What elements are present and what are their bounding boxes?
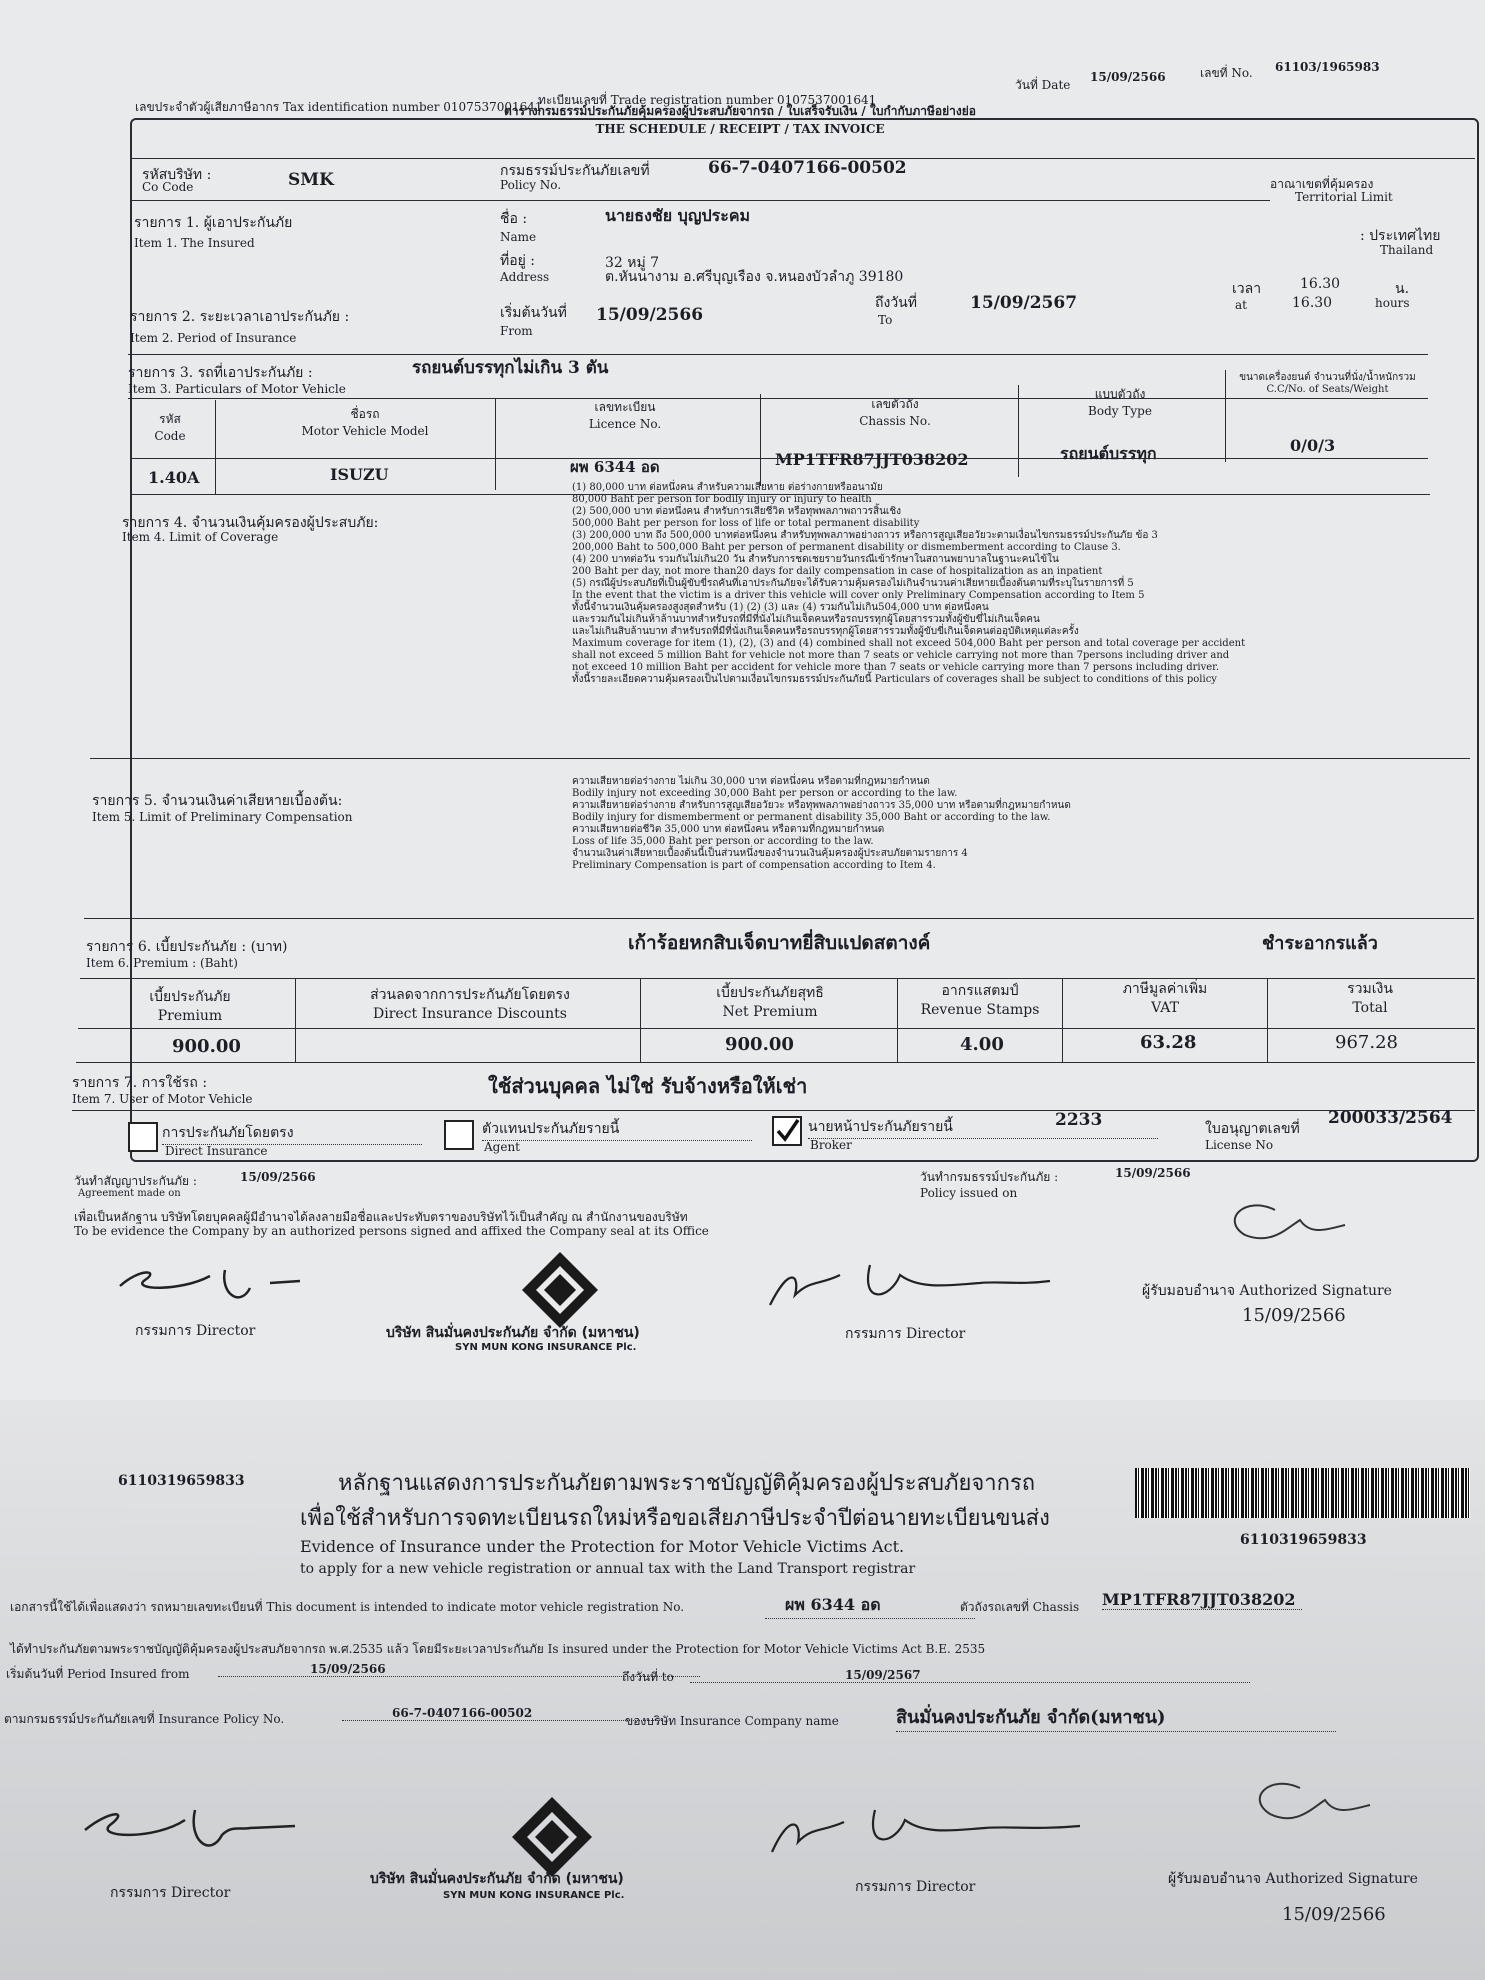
item6-label-en: Item 6. Premium : (Baht) <box>86 956 238 970</box>
item6-label: รายการ 6. เบี้ยประกันภัย : (บาท) <box>86 939 288 955</box>
director-label-2: กรรมการ Director <box>845 1326 966 1342</box>
broker-label-en: Broker <box>810 1138 852 1152</box>
evidence-title-th2: เพื่อใช้สำหรับการจดทะเบียนรถใหม่หรือขอเสียภาษีประจำปีต่อนายทะเบียนขนส่ง <box>300 1506 1050 1531</box>
policy-no-label-en: Policy No. <box>500 178 562 192</box>
stamps-value: 4.00 <box>960 1034 1004 1055</box>
item4-label: รายการ 4. จำนวนเงินคุ้มครองผู้ประสบภัย: <box>122 515 379 531</box>
agent-label: ตัวแทนประกันภัยรายนี้ <box>482 1118 752 1141</box>
direct-label-en: Direct Insurance <box>165 1144 268 1158</box>
item5-label-en: Item 5. Limit of Preliminary Compensation <box>92 810 353 824</box>
period-to: 15/09/2567 <box>970 293 1078 313</box>
evidence-policy-label: ตามกรมธรรม์ประกันภัยเลขที่ Insurance Policy No. <box>4 1712 285 1726</box>
name-label-en: Name <box>500 230 537 244</box>
evidence-registration: ผพ 6344 อด <box>765 1593 975 1619</box>
evidence-to-label: ถึงวันที่ to <box>622 1670 674 1684</box>
broker-label: นายหน้าประกันภัยรายนี้ <box>808 1116 1158 1139</box>
col-net-premium: เบี้ยประกันภัยสุทธิ Net Premium <box>716 985 824 1020</box>
license-label: ใบอนุญาตเลขที่ <box>1205 1121 1300 1137</box>
item5-label: รายการ 5. จำนวนเงินค่าเสียหายเบื้องต้น: <box>92 793 343 809</box>
agreement-date: 15/09/2566 <box>240 1170 316 1184</box>
col-licence: เลขทะเบียน Licence No. <box>588 400 662 431</box>
evidence-chassis-label: ตัวถังรถเลขที่ Chassis <box>960 1600 1080 1614</box>
policy-no: 66-7-0407166-00502 <box>708 158 907 178</box>
authorized-date: 15/09/2566 <box>1242 1305 1346 1326</box>
director-label-3: กรรมการ Director <box>110 1885 231 1901</box>
divider <box>76 1062 1475 1063</box>
divider <box>78 1028 1475 1029</box>
director-label-1: กรรมการ Director <box>135 1323 256 1339</box>
checkmark-icon <box>774 1118 800 1144</box>
director-signature-2 <box>760 1245 1060 1325</box>
name-label: ชื่อ : <box>500 211 528 227</box>
col-chassis: เลขตัวถัง Chassis No. <box>859 397 931 428</box>
divider <box>1018 385 1019 477</box>
tax-id: เลขประจำตัวผู้เสียภาษีอากร Tax identification number 0107537001641 <box>135 100 543 114</box>
title-th: ตารางกรมธรรม์ประกันภัยคุ้มครองผู้ประสบภัยจากรถ / ใบเสร็จรับเงิน / ใบกำกับภาษีอย่างย่อ <box>504 104 976 118</box>
body-type: รถยนต์บรรทุก <box>1060 444 1157 463</box>
item2-label-en: Item 2. Period of Insurance <box>130 331 297 345</box>
coverage-text: (1) 80,000 บาท ต่อหนึ่งคน สำหรับความเสียหาย ต่อร่างกายหรืออนามัย 80,000 Baht per person for bodily injury or injury to health (2) 500,000 บาท ต่อหนึ่งคน สำหรับการเสียชีวิต หรือทุพพลภาพถาวรสิ้นเชิง 500,000 Baht per person for loss of life or total permanent disability (3) 200,000 บาท ถึง 500,000 บาทต่อหนึ่งคน สำหรับทุพพลภาพอย่างถาวร หรือการสูญเสียอวัยวะตามเงื่อนไขกรมธรรม์ประกันภัย ข้อ 3 200,000 Baht to 500,000 Baht per person of permanent disability or dismemberment according to Clause 3. (4) 200 บาทต่อวัน รวมกันไม่เกิน20 วัน สำหรับการชดเชยรายวันกรณีเข้ารักษาในสถานพยาบาลในฐานะคนไข้ใน 200 Baht per day, not more than20 days for daily compensation in case of hospitalization as an inpatient (5) กรณีผู้ประสบภัยที่เป็นผู้ขับขี่รถคันที่เอาประกันภัยจะได้รับความคุ้มครองไม่เกินจำนวนค่าเสียหายเบื้องต้นตามที่ระบุในรายการที่ 5 In the event that the victim is a driver this vehicle will cover only Preliminary Compensation according to Item 5 ทั้งนี้จำนวนเงินคุ้มครองสูงสุดสำหรับ (1) (2) (3) และ (4) รวมกันไม่เกิน504,000 บาท ต่อหนึ่งคน และรวมกันไม่เกินห้าล้านบาทสำหรับรถที่มีที่นั่งไม่เกินเจ็ดคนหรือรถบรรทุกผู้โดยสารรวมทั้งผู้ขับขี่ไม่เกินเจ็ดคน และไม่เกินสิบล้านบาท สำหรับรถที่มีที่นั่งเกินเจ็ดคนหรือรถบรรทุกผู้โดยสารรวมทั้งผู้ขับขี่เกินเจ็ดคนต่ออุบัติเหตุแต่ละครั้ง Maximum coverage for item (1), (2), (3) and (4) combined shall not exceed 504,000 Baht per person and total coverage per accident shall not exceed 5 million Baht for vehicle not more than 7 seats or vehicle carrying not more than 7persons including driver and not exceed 10 million Baht per accident for vehicle more than 7 seats or vehicle carrying more than 7 persons including driver. ทั้งนี้รายละเอียดความคุ้มครองเป็นไปตามเงื่อนไขกรมธรรม์ประกันภัยนี้ Particulars of coverages shall be subject to conditions of this policy <box>572 482 1246 685</box>
divider <box>130 200 1270 201</box>
director-signature-3 <box>70 1790 300 1870</box>
territorial-label-en: Territorial Limit <box>1295 190 1393 204</box>
issued-date: 15/09/2566 <box>1115 1166 1191 1180</box>
time-unit-th: น. <box>1395 281 1410 297</box>
evidence-to: 15/09/2567 <box>690 1668 1250 1683</box>
trade-registration: ทะเบียนเลขที่ Trade registration number 0107537001641 <box>538 93 877 107</box>
item1-label: รายการ 1. ผู้เอาประกันภัย <box>134 215 293 231</box>
divider <box>128 354 1428 355</box>
time-label-en: at <box>1235 298 1247 312</box>
company-name: บริษัท สินมั่นคงประกันภัย จำกัด (มหาชน) <box>386 1325 640 1341</box>
license-no: 200033/2564 <box>1328 1108 1453 1128</box>
evidence-statement-en: To be evidence the Company by an authorized persons signed and affixed the Company seal at its Office <box>74 1224 709 1238</box>
time-value2: 16.30 <box>1292 295 1333 311</box>
territorial-label: อาณาเขตที่คุ้มครอง <box>1270 177 1374 191</box>
item3-label-en: Item 3. Particulars of Motor Vehicle <box>128 382 346 396</box>
no-value: 61103/1965983 <box>1275 60 1380 74</box>
evidence-company-label: ของบริษัท Insurance Company name <box>625 1714 839 1728</box>
to-label-en: To <box>878 313 893 327</box>
col-vat: ภาษีมูลค่าเพิ่ม VAT <box>1122 981 1208 1016</box>
evidence-from: 15/09/2566 <box>218 1662 700 1677</box>
col-code: รหัส Code <box>154 412 186 443</box>
divider <box>215 400 216 495</box>
col-body: แบบตัวถัง Body Type <box>1088 387 1152 418</box>
time-unit-en: hours <box>1375 296 1410 310</box>
vehicle-code: 1.40A <box>148 468 200 487</box>
insured-name: นายธงชัย บุญประคม <box>605 206 751 225</box>
title-en: THE SCHEDULE / RECEIPT / TAX INVOICE <box>595 122 885 136</box>
evidence-statement: เพื่อเป็นหลักฐาน บริษัทโดยบุคคลผู้มีอำนาจได้ลงลายมือชื่อและประทับตราของบริษัทไว้เป็นสำคัญ ณ สำนักงานของบริษัท <box>74 1210 688 1224</box>
from-label: เริ่มต้นวันที่ <box>500 305 567 321</box>
date-value: 15/09/2566 <box>1090 70 1166 84</box>
time-label: เวลา <box>1232 281 1262 297</box>
evidence-title-en1: Evidence of Insurance under the Protection for Motor Vehicle Victims Act. <box>300 1537 905 1556</box>
vat-value: 63.28 <box>1140 1032 1197 1053</box>
date-label: วันที่ Date <box>1015 78 1071 92</box>
evidence-title-th1: หลักฐานแสดงการประกันภัยตามพระราชบัญญัติคุ้มครองผู้ประสบภัยจากรถ <box>338 1471 1036 1496</box>
col-cc: ขนาดเครื่องยนต์ จำนวนที่นั่ง/น้ำหนักรวม C.C/No. of Seats/Weight <box>1239 372 1416 395</box>
issued-label-en: Policy issued on <box>920 1186 1018 1200</box>
evidence-from-label: เริ่มต้นวันที่ Period Insured from <box>6 1667 190 1681</box>
item4-label-en: Item 4. Limit of Coverage <box>122 530 279 544</box>
license-label-en: License No <box>1205 1138 1274 1152</box>
authorized-label: ผู้รับมอบอำนาจ Authorized Signature <box>1142 1283 1392 1299</box>
company-name-2: บริษัท สินมั่นคงประกันภัย จำกัด (มหาชน) <box>370 1871 624 1887</box>
licence-no: ผพ 6344 อด <box>570 458 660 476</box>
authorized-label-2: ผู้รับมอบอำนาจ Authorized Signature <box>1168 1871 1418 1887</box>
period-from: 15/09/2566 <box>596 305 704 325</box>
divider <box>897 978 898 1062</box>
divider <box>295 978 296 1062</box>
co-code-label: รหัสบริษัท : <box>142 167 212 183</box>
evidence-chassis: MP1TFR87JJT038202 <box>1102 1590 1302 1610</box>
broker-code: 2233 <box>1055 1110 1103 1130</box>
vehicle-desc: รถยนต์บรรทุกไม่เกิน 3 ตัน <box>412 358 609 378</box>
address-label-en: Address <box>500 270 550 284</box>
divider <box>80 978 1475 979</box>
address-label: ที่อยู่ : <box>500 253 536 269</box>
agreement-label: วันทำสัญญาประกันภัย : <box>74 1174 197 1188</box>
evidence-title-en2: to apply for a new vehicle registration or annual tax with the Land Transport registrar <box>300 1561 916 1577</box>
net-premium-value: 900.00 <box>725 1034 794 1055</box>
divider <box>495 398 496 490</box>
agreement-label-en: Agreement made on <box>78 1188 181 1199</box>
divider <box>760 394 761 486</box>
divider <box>84 918 1474 919</box>
divider <box>1062 978 1063 1062</box>
divider <box>90 758 1470 759</box>
director-label-4: กรรมการ Director <box>855 1879 976 1895</box>
item7-label-en: Item 7. User of Motor Vehicle <box>72 1092 253 1106</box>
evidence-line1-label: เอกสารนี้ใช้ได้เพื่อแสดงว่า รถหมายเลขทะเบียนที่ This document is intended to indicate motor vehicle registration No. <box>10 1600 685 1614</box>
agent-checkbox[interactable] <box>444 1120 474 1150</box>
barcode-number: 6110319659833 <box>1240 1532 1367 1548</box>
address-line2: ต.หันนางาม อ.ศรีบุญเรือง จ.หนองบัวลำภู 39180 <box>605 269 904 285</box>
address-line1: 32 หมู่ 7 <box>605 255 660 271</box>
premium-value: 900.00 <box>172 1036 241 1057</box>
company-name-2-en: SYN MUN KONG INSURANCE Plc. <box>443 1890 625 1901</box>
amount-words: เก้าร้อยหกสิบเจ็ดบาทยี่สิบแปดสตางค์ <box>628 932 931 954</box>
company-logo-2 <box>510 1795 594 1879</box>
evidence-policy: 66-7-0407166-00502 <box>342 1706 662 1721</box>
col-premium: เบี้ยประกันภัย Premium <box>149 989 231 1024</box>
no-label: เลขที่ No. <box>1200 66 1253 80</box>
issued-label: วันทำกรมธรรม์ประกันภัย : <box>920 1170 1059 1184</box>
evidence-line2: ได้ทำประกันภัยตามพระราชบัญญัติคุ้มครองผู้ประสบภัยจากรถ พ.ศ.2535 แล้ว โดยมีระยะเวลาประกันภัย Is insured under the Protection for Motor Vehicle Victims Act B.E. 2535 <box>10 1642 986 1656</box>
authorized-date-2: 15/09/2566 <box>1282 1904 1386 1925</box>
policy-no-label: กรมธรรม์ประกันภัยเลขที่ <box>500 163 650 179</box>
preliminary-text: ความเสียหายต่อร่างกาย ไม่เกิน 30,000 บาท ต่อหนึ่งคน หรือตามที่กฎหมายกำหนด Bodily injury not exceeding 30,000 Baht per person or according to the law. ความเสียหายต่อร่างกาย สำหรับการสูญเสียอวัยวะ หรือทุพพลภาพอย่างถาวร 35,000 บาท หรือตามที่กฎหมายกำหนด Bodily injury for dismemberment or permanent disability 35,000 Baht or according to the law. ความเสียหายต่อชีวิต 35,000 บาท ต่อหนึ่งคน หรือตามที่กฎหมายกำหนด Loss of life 35,000 Baht per person or according to the law. จำนวนเงินค่าเสียหายเบื้องต้นนี้เป็นส่วนหนึ่งของจำนวนเงินคุ้มครองผู้ประสบภัยตามรายการ 4 Preliminary Compensation is part of compensation according to Item 4. <box>572 776 1071 871</box>
item7-label: รายการ 7. การใช้รถ : <box>72 1075 208 1091</box>
vehicle-use: ใช้ส่วนบุคคล ไม่ใช่ รับจ้างหรือให้เช่า <box>488 1074 808 1098</box>
company-logo <box>520 1250 600 1330</box>
col-total: รวมเงิน Total <box>1347 981 1393 1016</box>
from-label-en: From <box>500 324 533 338</box>
agent-label-en: Agent <box>484 1140 520 1154</box>
evidence-company: สินมั่นคงประกันภัย จำกัด(มหาชน) <box>896 1702 1336 1732</box>
direct-label: การประกันภัยโดยตรง <box>162 1122 422 1145</box>
evidence-code: 6110319659833 <box>118 1473 245 1489</box>
col-stamps: อากรแสตมป์ Revenue Stamps <box>920 983 1040 1018</box>
divider <box>640 978 641 1062</box>
authorized-signature-2 <box>1240 1770 1380 1830</box>
barcode <box>1135 1468 1470 1518</box>
co-code-label-en: Co Code <box>142 180 194 194</box>
direct-insurance-checkbox[interactable] <box>128 1122 158 1152</box>
to-label: ถึงวันที่ <box>875 295 917 311</box>
col-model: ชื่อรถ Motor Vehicle Model <box>301 407 429 438</box>
authorized-signature <box>1215 1190 1355 1250</box>
director-signature-4 <box>760 1790 1090 1870</box>
item3-label: รายการ 3. รถที่เอาประกันภัย : <box>128 365 313 381</box>
broker-checkbox[interactable] <box>772 1116 802 1146</box>
divider <box>72 1110 1475 1111</box>
time-value1: 16.30 <box>1300 276 1341 292</box>
engine-cc: 0/0/3 <box>1290 436 1336 455</box>
co-code: SMK <box>288 170 334 190</box>
divider <box>1267 978 1268 1062</box>
divider <box>1225 370 1226 462</box>
item1-label-en: Item 1. The Insured <box>134 236 255 250</box>
total-value: 967.28 <box>1335 1032 1398 1053</box>
territory-th: : ประเทศไทย <box>1360 228 1441 244</box>
company-name-en: SYN MUN KONG INSURANCE Plc. <box>455 1342 637 1353</box>
item2-label: รายการ 2. ระยะเวลาเอาประกันภัย : <box>130 309 350 325</box>
vehicle-model: ISUZU <box>330 465 389 484</box>
col-discount: ส่วนลดจากการประกันภัยโดยตรง Direct Insurance Discounts <box>370 987 570 1022</box>
territory-en: Thailand <box>1380 243 1434 257</box>
stamp-paid: ชำระอากรแล้ว <box>1262 933 1378 954</box>
chassis-no: MP1TFR87JJT038202 <box>775 450 969 469</box>
director-signature-1 <box>100 1248 310 1318</box>
